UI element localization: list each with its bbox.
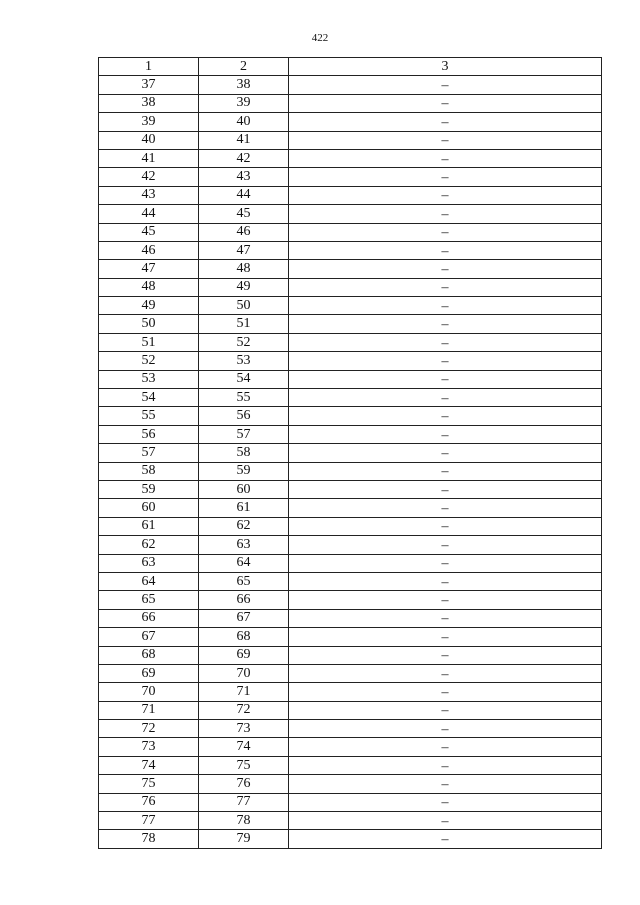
dash-value: – <box>441 721 449 737</box>
dash-value: – <box>441 776 449 792</box>
table-row <box>99 701 602 719</box>
cell-col-2: 65 <box>199 572 289 590</box>
cell-col-1: 54 <box>99 389 199 407</box>
cell-col-2: 63 <box>199 536 289 554</box>
cell-col-2: 56 <box>199 407 289 425</box>
dash-value: – <box>441 280 449 296</box>
data-table <box>98 57 602 849</box>
cell-col-3 <box>289 462 602 480</box>
cell-col-1: 56 <box>99 425 199 443</box>
cell-col-2: 57 <box>199 425 289 443</box>
cell-col-2: 40 <box>199 113 289 131</box>
dash-value: – <box>441 353 449 369</box>
cell-col-2: 39 <box>199 94 289 112</box>
cell-col-3 <box>289 241 602 259</box>
cell-col-3 <box>289 609 602 627</box>
table-row <box>99 370 602 388</box>
dash-value: – <box>441 684 449 700</box>
table-row <box>99 775 602 793</box>
cell-col-2: 55 <box>199 389 289 407</box>
table-row <box>99 683 602 701</box>
table-row <box>99 628 602 646</box>
cell-col-3 <box>289 94 602 112</box>
table-row <box>99 352 602 370</box>
cell-col-3 <box>289 499 602 517</box>
cell-col-3 <box>289 425 602 443</box>
table-row <box>99 480 602 498</box>
dash-value: – <box>441 813 449 829</box>
cell-col-1: 38 <box>99 94 199 112</box>
cell-col-3 <box>289 683 602 701</box>
dash-value: – <box>441 206 449 222</box>
dash-value: – <box>441 427 449 443</box>
cell-col-2: 53 <box>199 352 289 370</box>
dash-value: – <box>441 464 449 480</box>
cell-col-3 <box>289 591 602 609</box>
cell-col-2: 45 <box>199 205 289 223</box>
cell-col-3 <box>289 389 602 407</box>
column-header-2: 2 <box>199 58 289 76</box>
cell-col-3 <box>289 664 602 682</box>
table-row <box>99 554 602 572</box>
cell-col-1: 46 <box>99 241 199 259</box>
table-row <box>99 223 602 241</box>
dash-value: – <box>441 537 449 553</box>
table-row <box>99 131 602 149</box>
cell-col-1: 51 <box>99 333 199 351</box>
table-row <box>99 499 602 517</box>
cell-col-3 <box>289 628 602 646</box>
dash-value: – <box>441 666 449 682</box>
cell-col-2: 69 <box>199 646 289 664</box>
cell-col-1: 45 <box>99 223 199 241</box>
table-row <box>99 425 602 443</box>
cell-col-1: 66 <box>99 609 199 627</box>
cell-col-2: 64 <box>199 554 289 572</box>
table-row <box>99 407 602 425</box>
cell-col-1: 58 <box>99 462 199 480</box>
cell-col-1: 61 <box>99 517 199 535</box>
cell-col-3 <box>289 168 602 186</box>
table-row <box>99 756 602 774</box>
cell-col-3 <box>289 830 602 848</box>
cell-col-2: 58 <box>199 444 289 462</box>
cell-col-1: 52 <box>99 352 199 370</box>
table-row <box>99 149 602 167</box>
dash-value: – <box>441 261 449 277</box>
cell-col-1: 53 <box>99 370 199 388</box>
table-row <box>99 444 602 462</box>
dash-value: – <box>441 225 449 241</box>
dash-value: – <box>441 703 449 719</box>
table-row <box>99 591 602 609</box>
cell-col-1: 37 <box>99 76 199 94</box>
cell-col-2: 73 <box>199 720 289 738</box>
table-row <box>99 812 602 830</box>
cell-col-1: 67 <box>99 628 199 646</box>
dash-value: – <box>441 445 449 461</box>
table-row <box>99 168 602 186</box>
cell-col-3 <box>289 352 602 370</box>
cell-col-3 <box>289 76 602 94</box>
cell-col-3 <box>289 333 602 351</box>
cell-col-2: 59 <box>199 462 289 480</box>
cell-col-3 <box>289 720 602 738</box>
cell-col-3 <box>289 572 602 590</box>
table-row <box>99 297 602 315</box>
cell-col-1: 50 <box>99 315 199 333</box>
cell-col-3 <box>289 775 602 793</box>
cell-col-2: 41 <box>199 131 289 149</box>
cell-col-2: 54 <box>199 370 289 388</box>
cell-col-2: 52 <box>199 333 289 351</box>
cell-col-1: 44 <box>99 205 199 223</box>
cell-col-1: 49 <box>99 297 199 315</box>
dash-value: – <box>441 317 449 333</box>
page-number: 422 <box>311 32 329 44</box>
cell-col-1: 75 <box>99 775 199 793</box>
cell-col-1: 71 <box>99 701 199 719</box>
dash-value: – <box>441 832 449 848</box>
dash-value: – <box>441 795 449 811</box>
table-row <box>99 241 602 259</box>
cell-col-3 <box>289 149 602 167</box>
table-row <box>99 462 602 480</box>
cell-col-3 <box>289 480 602 498</box>
cell-col-1: 41 <box>99 149 199 167</box>
table-row <box>99 333 602 351</box>
table-row <box>99 260 602 278</box>
cell-col-3 <box>289 756 602 774</box>
dash-value: – <box>441 519 449 535</box>
cell-col-1: 43 <box>99 186 199 204</box>
cell-col-1: 40 <box>99 131 199 149</box>
cell-col-2: 43 <box>199 168 289 186</box>
cell-col-3 <box>289 278 602 296</box>
cell-col-1: 73 <box>99 738 199 756</box>
cell-col-1: 68 <box>99 646 199 664</box>
cell-col-1: 76 <box>99 793 199 811</box>
cell-col-2: 74 <box>199 738 289 756</box>
cell-col-1: 57 <box>99 444 199 462</box>
cell-col-2: 70 <box>199 664 289 682</box>
table-row <box>99 94 602 112</box>
table-header-row <box>99 58 602 76</box>
dash-value: – <box>441 501 449 517</box>
table-row <box>99 186 602 204</box>
cell-col-1: 69 <box>99 664 199 682</box>
table-body <box>99 58 602 849</box>
dash-value: – <box>441 611 449 627</box>
table-row <box>99 278 602 296</box>
cell-col-2: 50 <box>199 297 289 315</box>
table-row <box>99 609 602 627</box>
dash-value: – <box>441 758 449 774</box>
cell-col-2: 71 <box>199 683 289 701</box>
table-row <box>99 205 602 223</box>
cell-col-1: 74 <box>99 756 199 774</box>
cell-col-1: 72 <box>99 720 199 738</box>
dash-value: – <box>441 151 449 167</box>
cell-col-1: 42 <box>99 168 199 186</box>
cell-col-2: 78 <box>199 812 289 830</box>
cell-col-3 <box>289 186 602 204</box>
table-row <box>99 738 602 756</box>
cell-col-3 <box>289 315 602 333</box>
cell-col-2: 77 <box>199 793 289 811</box>
cell-col-1: 59 <box>99 480 199 498</box>
cell-col-3 <box>289 260 602 278</box>
cell-col-1: 55 <box>99 407 199 425</box>
cell-col-1: 70 <box>99 683 199 701</box>
cell-col-1: 78 <box>99 830 199 848</box>
dash-value: – <box>441 409 449 425</box>
cell-col-3 <box>289 113 602 131</box>
cell-col-2: 62 <box>199 517 289 535</box>
cell-col-3 <box>289 370 602 388</box>
table-row <box>99 517 602 535</box>
dash-value: – <box>441 372 449 388</box>
table-row <box>99 113 602 131</box>
cell-col-3 <box>289 554 602 572</box>
cell-col-2: 75 <box>199 756 289 774</box>
column-header-3: 3 <box>289 58 602 76</box>
cell-col-2: 60 <box>199 480 289 498</box>
cell-col-3 <box>289 646 602 664</box>
table-row <box>99 646 602 664</box>
cell-col-2: 38 <box>199 76 289 94</box>
cell-col-1: 39 <box>99 113 199 131</box>
table-row <box>99 793 602 811</box>
cell-col-3 <box>289 444 602 462</box>
cell-col-2: 79 <box>199 830 289 848</box>
dash-value: – <box>441 390 449 406</box>
dash-value: – <box>441 593 449 609</box>
cell-col-3 <box>289 131 602 149</box>
dash-value: – <box>441 96 449 112</box>
cell-col-2: 67 <box>199 609 289 627</box>
cell-col-2: 66 <box>199 591 289 609</box>
dash-value: – <box>441 133 449 149</box>
dash-value: – <box>441 78 449 94</box>
table-row <box>99 830 602 848</box>
dash-value: – <box>441 574 449 590</box>
table-row <box>99 664 602 682</box>
cell-col-1: 64 <box>99 572 199 590</box>
dash-value: – <box>441 556 449 572</box>
cell-col-3 <box>289 793 602 811</box>
cell-col-2: 48 <box>199 260 289 278</box>
cell-col-3 <box>289 536 602 554</box>
cell-col-1: 60 <box>99 499 199 517</box>
table-row <box>99 720 602 738</box>
cell-col-2: 49 <box>199 278 289 296</box>
cell-col-1: 63 <box>99 554 199 572</box>
dash-value: – <box>441 482 449 498</box>
cell-col-3 <box>289 407 602 425</box>
cell-col-3 <box>289 738 602 756</box>
cell-col-2: 46 <box>199 223 289 241</box>
cell-col-2: 51 <box>199 315 289 333</box>
cell-col-3 <box>289 205 602 223</box>
cell-col-2: 68 <box>199 628 289 646</box>
table-row <box>99 389 602 407</box>
dash-value: – <box>441 335 449 351</box>
table-row <box>99 315 602 333</box>
cell-col-1: 77 <box>99 812 199 830</box>
cell-col-2: 42 <box>199 149 289 167</box>
table-row <box>99 536 602 554</box>
table-row <box>99 76 602 94</box>
cell-col-2: 72 <box>199 701 289 719</box>
dash-value: – <box>441 740 449 756</box>
cell-col-3 <box>289 517 602 535</box>
cell-col-3 <box>289 223 602 241</box>
cell-col-2: 47 <box>199 241 289 259</box>
cell-col-1: 62 <box>99 536 199 554</box>
cell-col-2: 76 <box>199 775 289 793</box>
dash-value: – <box>441 243 449 259</box>
cell-col-2: 44 <box>199 186 289 204</box>
table-row <box>99 572 602 590</box>
dash-value: – <box>441 170 449 186</box>
cell-col-3 <box>289 812 602 830</box>
cell-col-2: 61 <box>199 499 289 517</box>
cell-col-1: 48 <box>99 278 199 296</box>
dash-value: – <box>441 298 449 314</box>
dash-value: – <box>441 114 449 130</box>
dash-value: – <box>441 648 449 664</box>
cell-col-1: 47 <box>99 260 199 278</box>
cell-col-1: 65 <box>99 591 199 609</box>
column-header-1: 1 <box>99 58 199 76</box>
dash-value: – <box>441 188 449 204</box>
dash-value: – <box>441 629 449 645</box>
cell-col-3 <box>289 297 602 315</box>
cell-col-3 <box>289 701 602 719</box>
